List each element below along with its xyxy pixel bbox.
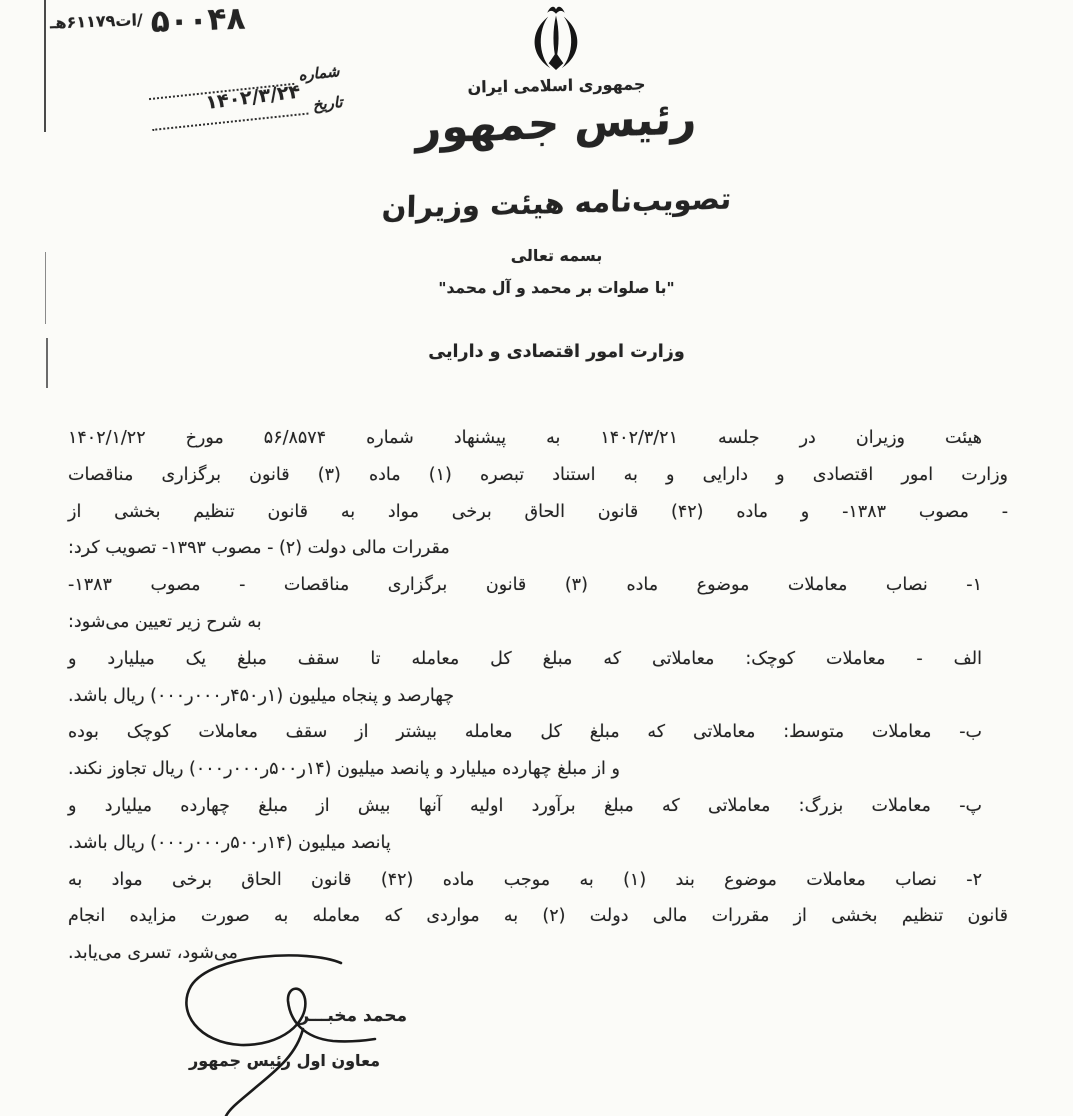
president-calligraphy: رئیس جمهور (415, 93, 698, 154)
addressee-ministry: وزارت امور اقتصادی و دارایی (428, 342, 685, 362)
signatory-name: محمد مخبـــر (299, 1006, 407, 1026)
emblem-tashdid (547, 7, 564, 14)
document-type-calligraphy: تصویب‌نامه هیئت وزیران (381, 181, 732, 225)
body-line: ب- معاملات متوسط: معاملاتی که مبلغ کل معامله بیشتر از سقف معاملات کوچک بوده (68, 722, 982, 743)
body-line: الف - معاملات کوچک: معاملاتی که مبلغ کل معامله تا سقف مبلغ یک میلیارد و (68, 648, 982, 669)
registration-number-suffix: /ات۶۱۱۷۹هـ (49, 10, 144, 33)
body-line: قانون تنظیم بخشی از مقررات مالی دولت (۲) به مواردی که معامله به صورت مزایده انجام (68, 906, 1008, 927)
body-line: می‌شود، تسری می‌یابد. (68, 943, 238, 964)
registration-number-main: ۵۰۰۴۸ (150, 0, 246, 40)
signatory-title: معاون اول رئیس جمهور (189, 1051, 380, 1070)
country-title: جمهوری اسلامی ایران (467, 74, 646, 97)
body-line: به شرح زیر تعیین می‌شود: (68, 611, 262, 632)
scan-edge-artifact (44, 0, 46, 132)
body-line: پانصد میلیون (۱۴ر۵۰۰ر۰۰۰ر۰۰۰) ریال باشد. (68, 832, 391, 853)
body-line: وزارت امور اقتصادی و دارایی و به استناد تبصره (۱) ماده (۳) قانون برگزاری مناقصات (68, 464, 1008, 485)
emblem-right-crescent (562, 17, 578, 68)
paragraph-item-1 (68, 567, 1008, 641)
body-line: هیئت وزیران در جلسه ۱۴۰۲/۳/۲۱ به پیشنهاد شماره ۵۶/۸۵۷۴ مورخ ۱۴۰۲/۱/۲۲ (68, 428, 982, 448)
paragraph-clause-alef (68, 641, 1008, 715)
body-line: ۱- نصاب معاملات موضوع ماده (۳) قانون برگزاری مناقصات - مصوب ۱۳۸۳- (68, 575, 983, 596)
body-line: مقررات مالی دولت (۲) - مصوب ۱۳۹۳- تصویب کرد: (68, 538, 450, 559)
paragraph-clause-pe (68, 788, 1008, 862)
body-line: و از مبلغ چهارده میلیارد و پانصد میلیون (۱۴ر۵۰۰ر۰۰۰ر۰۰۰) ریال تجاوز نکند. (68, 759, 620, 780)
signature-tail (226, 1029, 303, 1116)
besmellah-line: بسمه تعالی (510, 246, 603, 265)
date-label: تاریخ (311, 92, 344, 114)
body-line: چهارصد و پنجاه میلیون (۱ر۴۵۰ر۰۰۰ر۰۰۰) ریال باشد. (68, 685, 455, 706)
salutation-line: "با صلوات بر محمد و آل محمد" (438, 279, 675, 297)
body-line: ۲- نصاب معاملات موضوع بند (۱) به موجب ماده (۴۲) قانون الحاق برخی مواد به (68, 869, 982, 890)
paragraph-intro (68, 420, 1008, 567)
iran-emblem-icon (520, 4, 592, 72)
handwritten-date: ۱۴۰۲/۳/۲۴ (204, 80, 302, 114)
number-label: شماره (297, 62, 341, 85)
body-line: پ- معاملات بزرگ: معاملاتی که مبلغ برآورد اولیه آنها بیش از مبلغ چهارده میلیارد و (68, 795, 982, 816)
paragraph-item-2 (68, 862, 1008, 972)
body-line: - مصوب ۱۳۸۳- و ماده (۴۲) قانون الحاق برخی مواد به قانون تنظیم بخشی از (68, 501, 1009, 522)
handwritten-registration-number (49, 1, 246, 45)
paragraph-clause-be (68, 714, 1008, 788)
emblem-sword-base (549, 53, 564, 70)
decree-body (68, 420, 1008, 972)
emblem-left-crescent (535, 17, 551, 68)
